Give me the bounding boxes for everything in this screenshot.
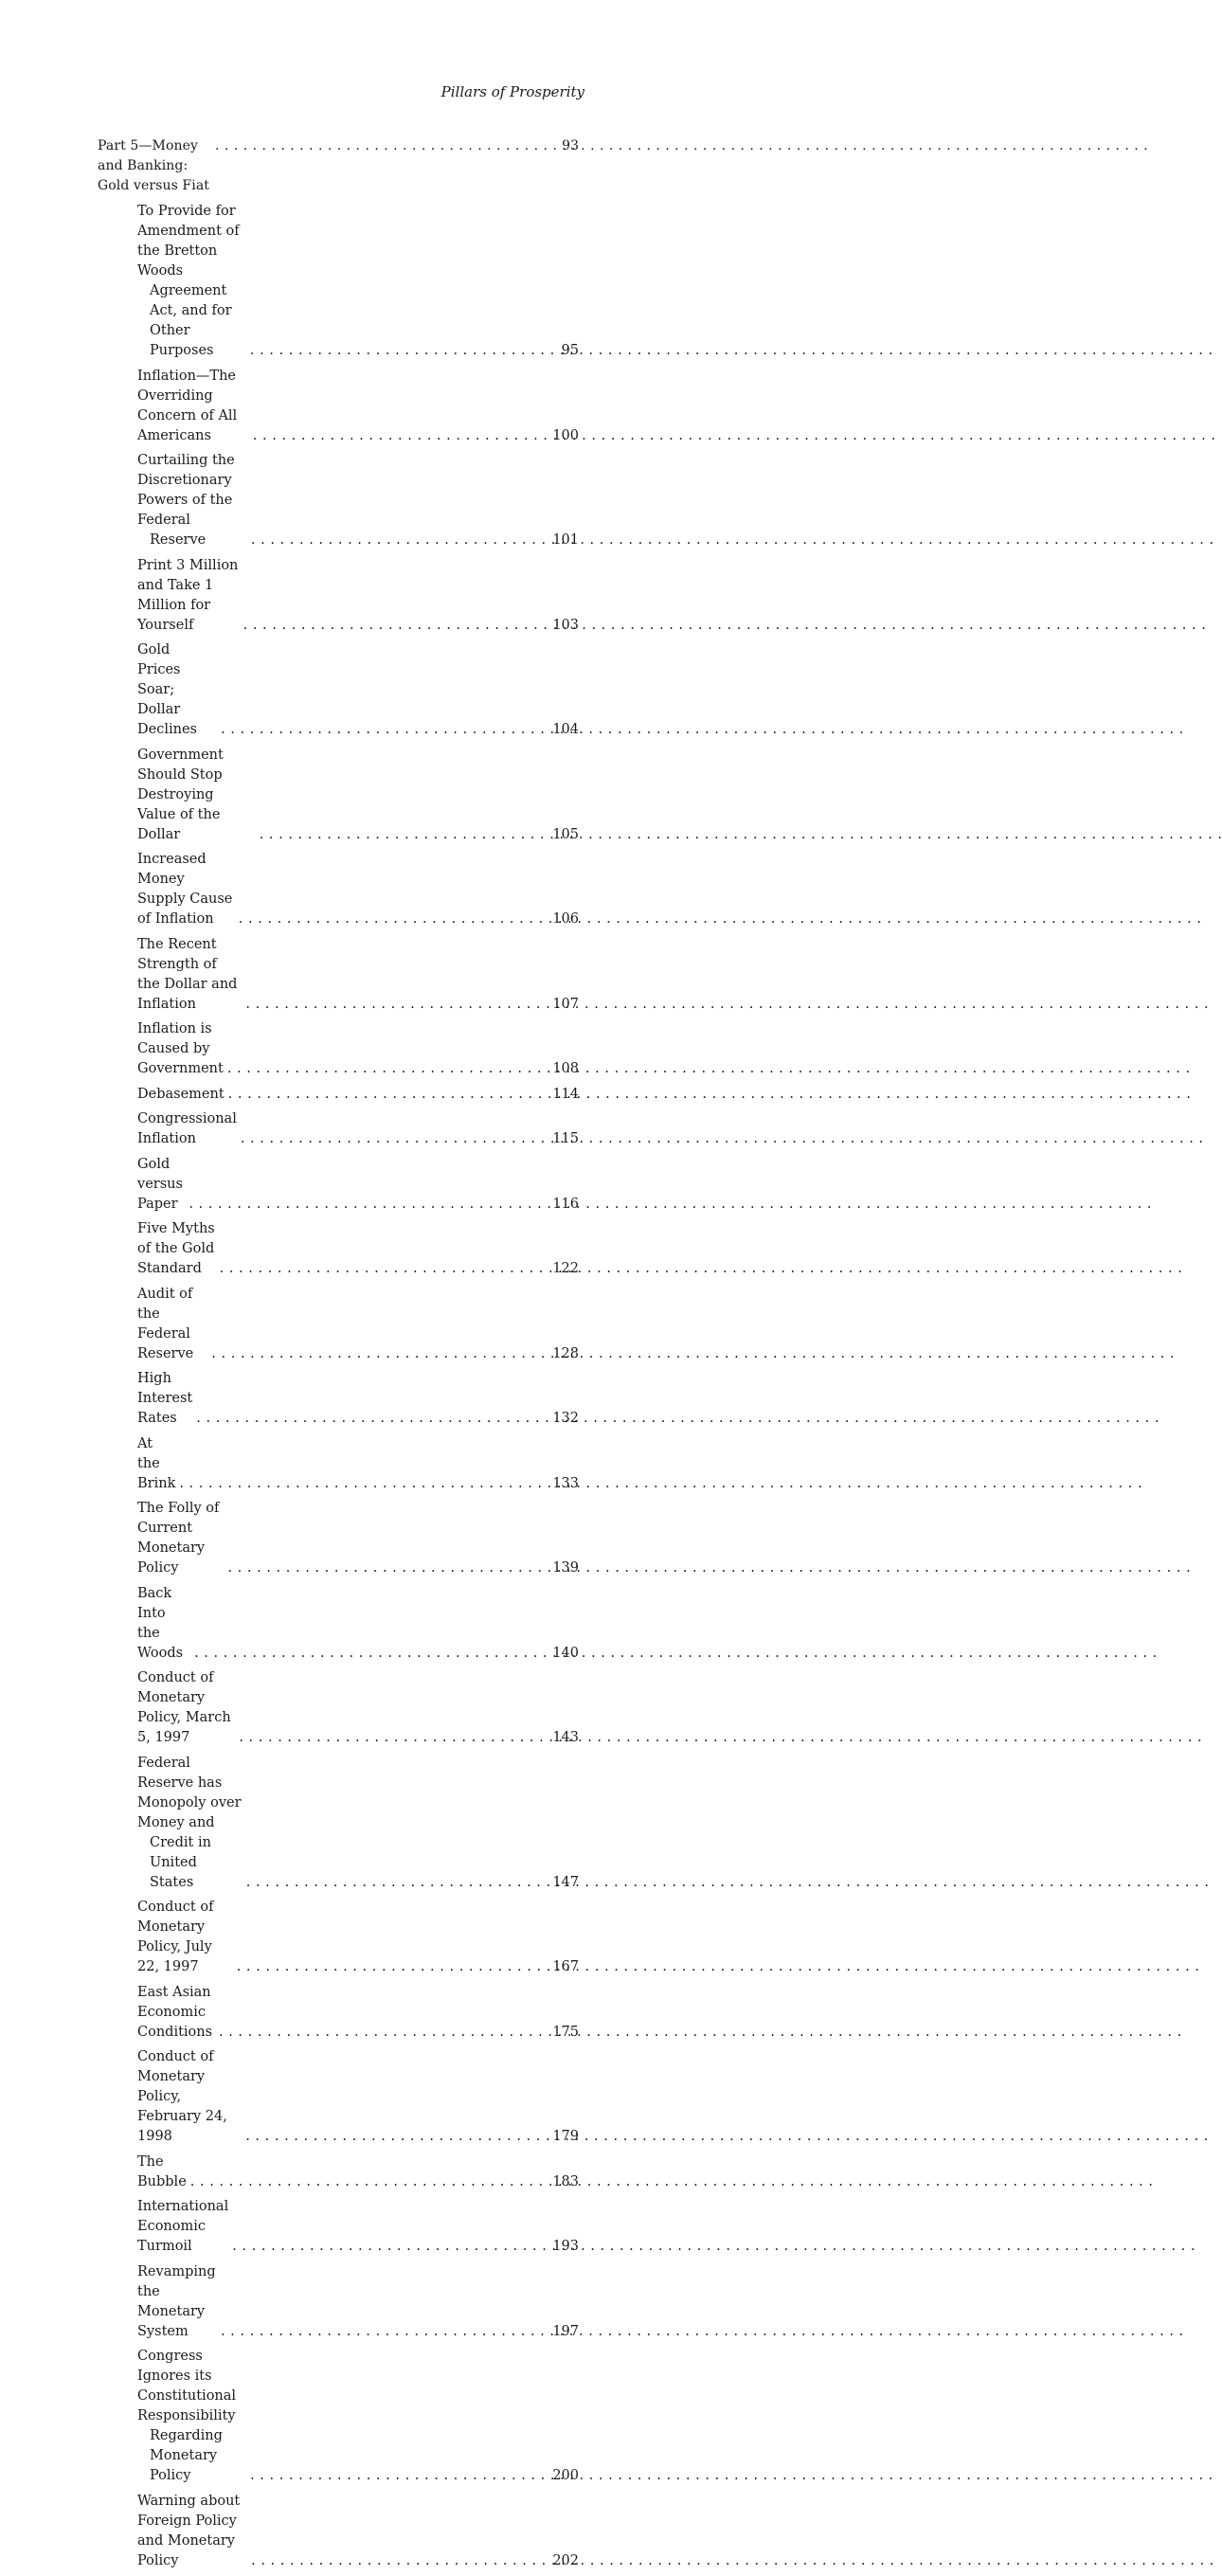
- toc-entry-page-number: 132: [552, 1411, 579, 1426]
- toc-entry-title: [137, 367, 249, 446]
- leader-dots: [187, 2172, 553, 2192]
- leader-dots: [228, 2237, 552, 2257]
- toc-entry-page-number: 105: [552, 826, 579, 842]
- leader-dots: [190, 1644, 552, 1664]
- toc-entry-title-line1: Congress Ignores its Constitutional Responsibility: [137, 2349, 237, 2423]
- toc-entry-title-line1: International Economic Turmoil: [137, 2199, 229, 2254]
- toc-entry-title: [137, 2492, 247, 2571]
- toc-entry: [137, 451, 579, 550]
- toc-entry-page-number: 128: [552, 1345, 579, 1361]
- toc-entry-page-number: 140: [552, 1645, 579, 1661]
- toc-entry: [137, 1434, 579, 1494]
- toc-entry-page-number: 139: [552, 1560, 579, 1576]
- toc-entry: [137, 1898, 579, 1977]
- toc-entry-title: [137, 935, 242, 1015]
- toc-entry-title-line1: Print 3 Million and Take 1 Million for Yourself: [137, 557, 239, 633]
- toc-entry-title-line1: Curtailing the Discretionary Powers of the Federal: [137, 453, 235, 528]
- leader-dots: [246, 341, 562, 361]
- toc-entry-title: [137, 1085, 225, 1105]
- toc-entry: [137, 2347, 579, 2486]
- running-head-title: Pillars of Prosperity: [440, 83, 584, 100]
- toc-entry: [137, 2492, 579, 2571]
- toc-entry-title-line1: Increased Money Supply Cause of Inflation: [137, 852, 233, 927]
- toc-entry-page-number: 197: [552, 2323, 579, 2339]
- toc-entry: [137, 2047, 579, 2147]
- toc-entry: [137, 1285, 579, 1364]
- toc-entry: [137, 1983, 579, 2043]
- toc-entry-page-number: 167: [552, 1959, 579, 1974]
- leader-dots: [249, 426, 553, 446]
- toc-entry-page-number: 104: [552, 722, 579, 737]
- toc-entry-title: [137, 2047, 242, 2147]
- toc-entry-title-line1: To Provide for Amendment of the Bretton Woods: [137, 204, 240, 279]
- toc-entry-title-line1: Congressional Inflation: [137, 1111, 237, 1146]
- leader-dots: [211, 136, 558, 156]
- leader-dots: [243, 1873, 553, 1893]
- toc-entry-title: [137, 2262, 217, 2342]
- toc-entry-title: [137, 850, 235, 929]
- toc-entry-title: [137, 2347, 246, 2486]
- leader-dots: [216, 1259, 553, 1279]
- leader-dots: [207, 1344, 552, 1364]
- toc-entry-title: [137, 1754, 243, 1893]
- toc-entry-title-line1: Gold versus Paper: [137, 1156, 183, 1212]
- toc-entry: [137, 1085, 579, 1105]
- leader-dots: [235, 1728, 552, 1748]
- toc-entry: [137, 2197, 579, 2257]
- toc-entry: [137, 935, 579, 1015]
- toc-entry-title-line1: The Bubble: [137, 2153, 187, 2189]
- toc-entry-page-number: 114: [552, 1086, 579, 1102]
- toc-entry: [137, 850, 579, 929]
- toc-entry-title: [137, 556, 240, 636]
- toc-entry-page-number: 202: [552, 2552, 579, 2568]
- toc-entry-title-line1: Conduct of Monetary Policy, March 5, 1997: [137, 1670, 231, 1745]
- toc-entry-page-number: 143: [552, 1730, 579, 1745]
- toc-entry-title: [137, 451, 247, 550]
- toc-entry-title: [137, 1109, 237, 1149]
- toc-entry-title-line1: Government Should Stop Destroying Value of the Dollar: [137, 747, 224, 842]
- toc-entry-page-number: 133: [552, 1475, 579, 1491]
- toc-entry-title-line2: Credit in United States: [150, 1834, 211, 1890]
- toc-entry-title-line1: Warning about Foreign Policy and Monetary Policy: [137, 2493, 241, 2568]
- toc-entry: [137, 1155, 579, 1215]
- toc-entry-title-line1: Inflation—The Overriding Concern of All Americans: [137, 368, 238, 443]
- toc-entry-title-line1: Debasement: [137, 1086, 225, 1102]
- leader-dots: [215, 2023, 552, 2043]
- toc-entry-title-line2: Regarding Monetary Policy: [150, 2428, 223, 2483]
- toc-entry-title-line1: Back Into the Woods: [137, 1585, 184, 1661]
- toc-entry: [137, 746, 579, 845]
- toc-entry: [137, 1754, 579, 1893]
- leader-dots: [217, 720, 552, 740]
- toc-entry-title-line1: East Asian Economic Conditions: [137, 1984, 213, 2040]
- toc-entry-title: [137, 746, 256, 845]
- toc-entry-title: [137, 1668, 235, 1748]
- toc-entry: [137, 1668, 579, 1748]
- toc-entry-title-line1: At the Brink: [137, 1435, 176, 1491]
- toc-entry-title: [137, 2197, 228, 2257]
- leader-dots: [247, 531, 552, 550]
- toc-entry-title: [137, 1584, 190, 1664]
- toc-entry: [137, 1369, 579, 1429]
- leader-dots: [224, 1059, 552, 1079]
- toc-entry-page-number: 122: [552, 1261, 579, 1276]
- toc-entry: [137, 1219, 579, 1279]
- leader-dots: [235, 910, 553, 929]
- toc-entry-page-number: 179: [552, 2129, 579, 2144]
- part-title: Part 5—Money and Banking: Gold versus Fiat: [98, 138, 209, 193]
- toc-entry-title-line2: Reserve: [150, 532, 207, 548]
- leader-dots: [175, 1474, 552, 1494]
- toc-entry-title: [137, 640, 217, 740]
- toc-entry-page-number: 101: [552, 532, 579, 548]
- leader-dots: [185, 1195, 552, 1215]
- toc-entry-title: [137, 1369, 192, 1429]
- toc-entry-title: [137, 1983, 215, 2043]
- toc-entry: [137, 1109, 579, 1149]
- toc-entry-title: [137, 1434, 175, 1494]
- toc-entry-title-line1: Inflation is Caused by Government: [137, 1021, 224, 1076]
- toc-entry-page-number: 95: [561, 343, 579, 358]
- leader-dots: [242, 2127, 552, 2147]
- toc-entry-title: [137, 2153, 187, 2192]
- toc-entry: [137, 2153, 579, 2192]
- toc-entry-title-line1: High Interest Rates: [137, 1371, 193, 1426]
- toc-entry-page-number: 115: [552, 1131, 579, 1146]
- toc-entry-page-number: 106: [552, 911, 579, 927]
- toc-entry-page-number: 200: [552, 2468, 579, 2483]
- toc-entry: [137, 556, 579, 636]
- toc-entry: [137, 1584, 579, 1664]
- toc-entry-title: [137, 202, 246, 361]
- leader-dots: [217, 2322, 552, 2342]
- toc-entry-page-number: 108: [552, 1061, 579, 1076]
- toc-entry-page-number: 175: [552, 2024, 579, 2040]
- table-of-contents: [98, 136, 579, 2576]
- toc-entry: [137, 1019, 579, 1079]
- toc-entry-title-line1: Federal Reserve has Monopoly over Money and: [137, 1755, 242, 1830]
- toc-entry-title-line1: Gold Prices Soar; Dollar Declines: [137, 642, 197, 737]
- toc-entry: [137, 2262, 579, 2342]
- toc-entry: [137, 202, 579, 361]
- leader-dots: [246, 2466, 552, 2486]
- toc-entry-title-line1: Five Myths of the Gold Standard: [137, 1221, 215, 1276]
- toc-entry-page-number: 103: [552, 617, 579, 633]
- toc-entry-page-number: 147: [552, 1874, 579, 1890]
- leader-dots: [242, 995, 552, 1015]
- toc-entry-title: [137, 1219, 216, 1279]
- leader-dots: [247, 2551, 552, 2571]
- toc-entry-list: [98, 202, 579, 2571]
- leader-dots: [192, 1409, 552, 1429]
- toc-entry-title: [137, 1155, 185, 1215]
- toc-entry-title-line1: Conduct of Monetary Policy, February 24, 1998: [137, 2049, 227, 2144]
- leader-dots: [256, 825, 553, 845]
- leader-dots: [240, 616, 553, 636]
- toc-entry-title: [137, 1898, 233, 1977]
- toc-entry-title: [137, 1285, 207, 1364]
- leader-dots: [233, 1957, 553, 1977]
- part-page-number: 93: [562, 138, 579, 153]
- toc-entry-page-number: 107: [552, 996, 579, 1012]
- leader-dots: [237, 1129, 552, 1149]
- toc-entry-page-number: 116: [552, 1196, 579, 1212]
- toc-entry: [137, 640, 579, 740]
- toc-entry: [137, 367, 579, 446]
- toc-entry: [137, 1499, 579, 1578]
- toc-entry-title: [137, 1499, 224, 1578]
- leader-dots: [224, 1558, 552, 1578]
- toc-entry-title: [137, 1019, 224, 1079]
- toc-entry-title-line1: The Recent Strength of the Dollar and Inflation: [137, 936, 238, 1012]
- toc-entry-page-number: 183: [552, 2173, 579, 2189]
- toc-entry-title-line1: Audit of the Federal Reserve: [137, 1286, 194, 1361]
- toc-entry-title-line1: The Folly of Current Monetary Policy: [137, 1501, 220, 1576]
- toc-entry-page-number: 100: [552, 427, 579, 443]
- toc-entry-title-line1: Revamping the Monetary System: [137, 2263, 216, 2339]
- leader-dots: [225, 1085, 553, 1105]
- toc-entry-title-line2: Agreement Act, and for Other Purposes: [150, 283, 232, 358]
- toc-entry-title-line1: Conduct of Monetary Policy, July 22, 1997: [137, 1900, 214, 1974]
- toc-entry-page-number: 193: [552, 2239, 579, 2254]
- toc-part-heading: [98, 136, 579, 196]
